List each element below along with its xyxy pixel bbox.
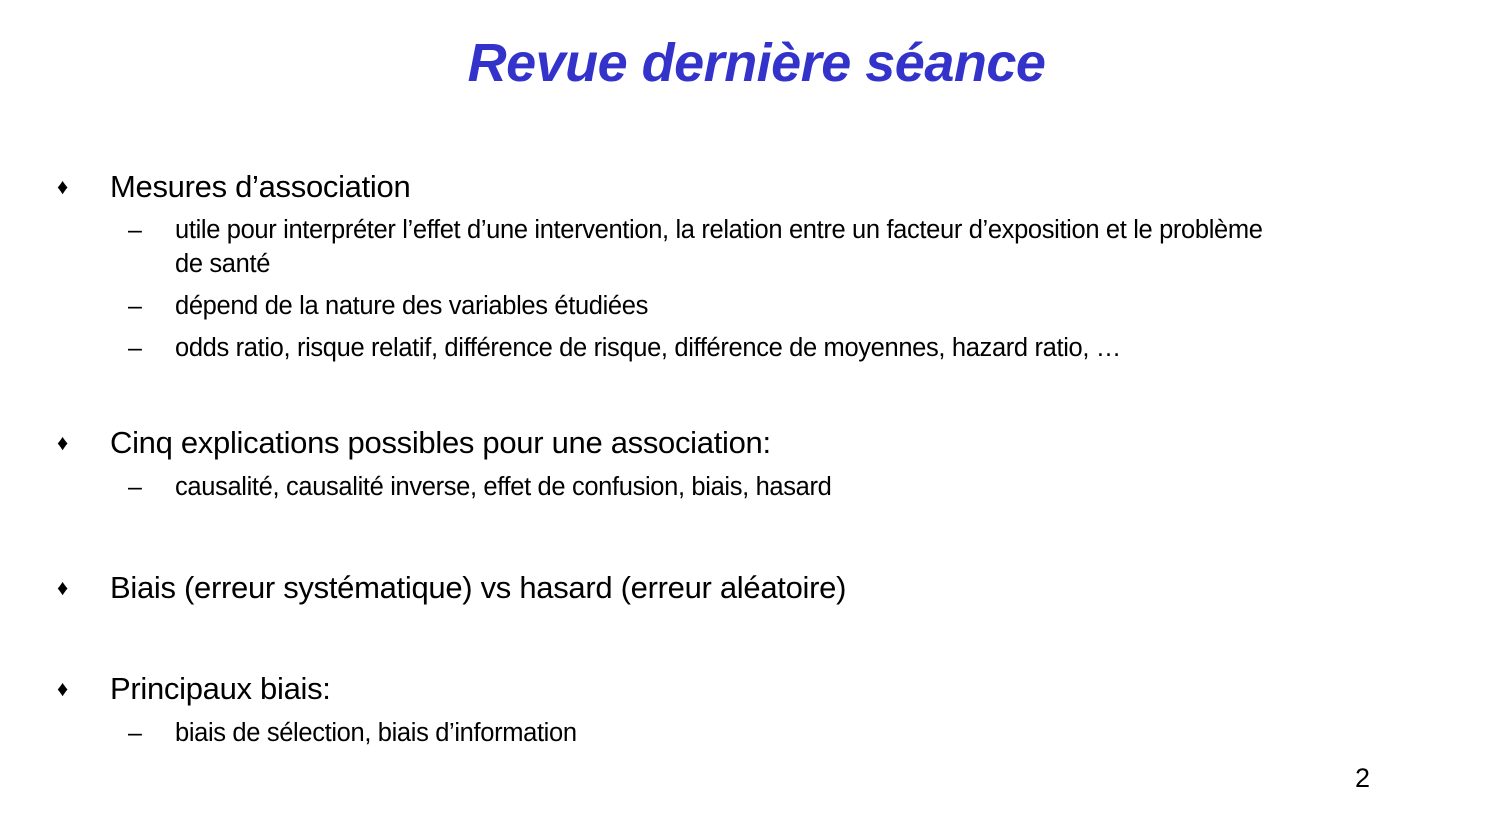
diamond-bullet-icon: ♦ [57, 430, 69, 455]
bullet-cinq-explications: Cinq explications possibles pour une association: [110, 425, 771, 460]
diamond-bullet-icon: ♦ [57, 174, 69, 199]
bullet-principaux-biais: Principaux biais: [110, 671, 331, 706]
dash-bullet-icon: – [128, 719, 142, 747]
sub-bullet-continuation: de santé [175, 250, 271, 278]
dash-bullet-icon: – [128, 473, 142, 501]
sub-bullet: utile pour interpréter l’effet d’une intervention, la relation entre un facteur d’exposition et le problème [175, 216, 1263, 244]
diamond-bullet-icon: ♦ [57, 575, 69, 600]
sub-bullet: dépend de la nature des variables étudiées [175, 292, 648, 320]
bullet-mesures-association: Mesures d’association [110, 169, 411, 204]
dash-bullet-icon: – [128, 292, 142, 320]
sub-bullet: odds ratio, risque relatif, différence de risque, différence de moyennes, hazard ratio, … [175, 334, 1121, 362]
dash-bullet-icon: – [128, 216, 142, 244]
dash-bullet-icon: – [128, 334, 142, 362]
sub-bullet: causalité, causalité inverse, effet de confusion, biais, hasard [175, 473, 832, 501]
sub-bullet: biais de sélection, biais d’information [175, 719, 577, 747]
bullet-biais-vs-hasard: Biais (erreur systématique) vs hasard (erreur aléatoire) [110, 570, 847, 605]
diamond-bullet-icon: ♦ [57, 676, 69, 701]
slide-title: Revue dernière séance [467, 33, 1046, 93]
page-number: 2 [1355, 763, 1371, 793]
